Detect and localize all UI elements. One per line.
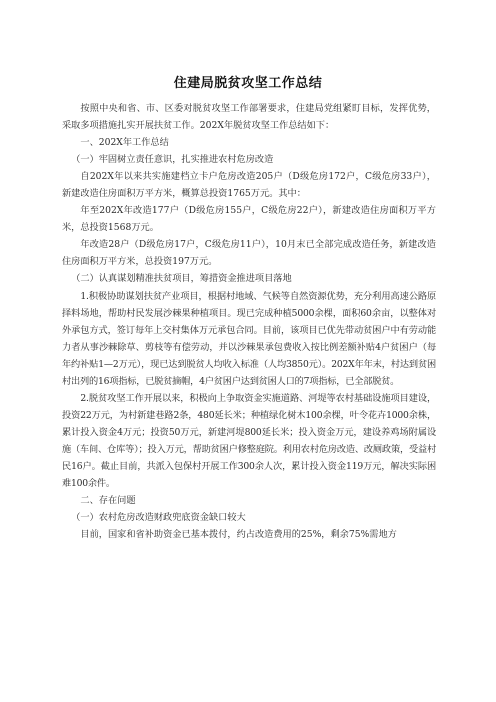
- heading-section-1: 一、202X年工作总结: [80, 137, 169, 149]
- document-title: 住建局脱贫攻坚工作总结: [173, 76, 323, 91]
- paragraph-infrastructure-projects: 2.脱贫攻坚工作开展以来，积极向上争取资金实施道路、河堤等农村基础设施项目建设，投资22万元，为村新建巷路2条，480延长米；种植绿化树木100余棵，叶令花卉1000余株，累计投入资金4万元；投资50万元，新建河堤800延长米；投入资金万元，建设养鸡场附属设施（车间、仓库等）；投入万元，帮助贫困户修整庭院。利用农村危房改造、改厕政策，受益村民16户。截止目前，共派入包保村开展工作300余人次，累计投入资金119万元，解决实际困难100余件。: [62, 392, 436, 490]
- paragraph-housing-total: 自202X年以来共实施建档立卡户危房改造205户（D级危房172户，C级危房33户），新建改造住房面积万平方米，概算总投资1765万元。其中：: [62, 171, 436, 200]
- paragraph-intro: 按照中央和省、市、区委对脱贫攻坚工作部署要求，住建局党组紧盯目标，发挥优势，采取多项措施扎实开展扶贫工作。202X年脱贫攻坚工作总结如下：: [62, 103, 436, 132]
- heading-section-2: 二、存在问题: [80, 495, 136, 507]
- heading-subsection-2-1: （一）农村危房改造财政兜底资金缺口较大: [71, 512, 246, 524]
- heading-subsection-1-2: （二）认真谋划精准扶贫项目，筹措资金推进项目落地: [71, 273, 292, 285]
- paragraph-housing-phase-2: 年改造28户（D级危房17户，C级危房11户），10月末已全部完成改造任务，新建改造住房面积万平方米，总投资197万元。: [62, 239, 436, 268]
- document-body: [62, 100, 436, 543]
- paragraph-industry-projects: 1.积极协助谋划扶贫产业项目，根据村地域、气候等自然资源优势，充分利用高速公路原择料场地，帮助村民发展沙棘果种植项目。现已完成种植5000余棵，面积60余亩，以整体对外承包方式，签订每年上交村集体万元承包合同。目前，该项目已优先带动贫困户中有劳动能力者从事沙棘除草、剪枝等有偿劳动，并以沙棘果承包费收入按比例差额补贴4户贫困户（每年约补贴1—2万元），现已达到脱贫人均收入标准（人均3850元）。202X年年末，村达到贫困村出列的16项指标，已脱贫摘帽，4户贫困户达到贫困人口的7项指标，已全部脱贫。: [62, 290, 436, 387]
- paragraph-housing-phase-1: 年至202X年改造177户（D级危房155户，C级危房22户），新建改造住房面积万平方米，总投资1568万元。: [62, 205, 436, 234]
- heading-subsection-1-1: （一）牢固树立责任意识，扎实推进农村危房改造: [71, 154, 274, 166]
- paragraph-funding-gap: 目前，国家和省补助资金已基本拨付，约占改造费用的25%，剩余75%需地方: [80, 529, 397, 541]
